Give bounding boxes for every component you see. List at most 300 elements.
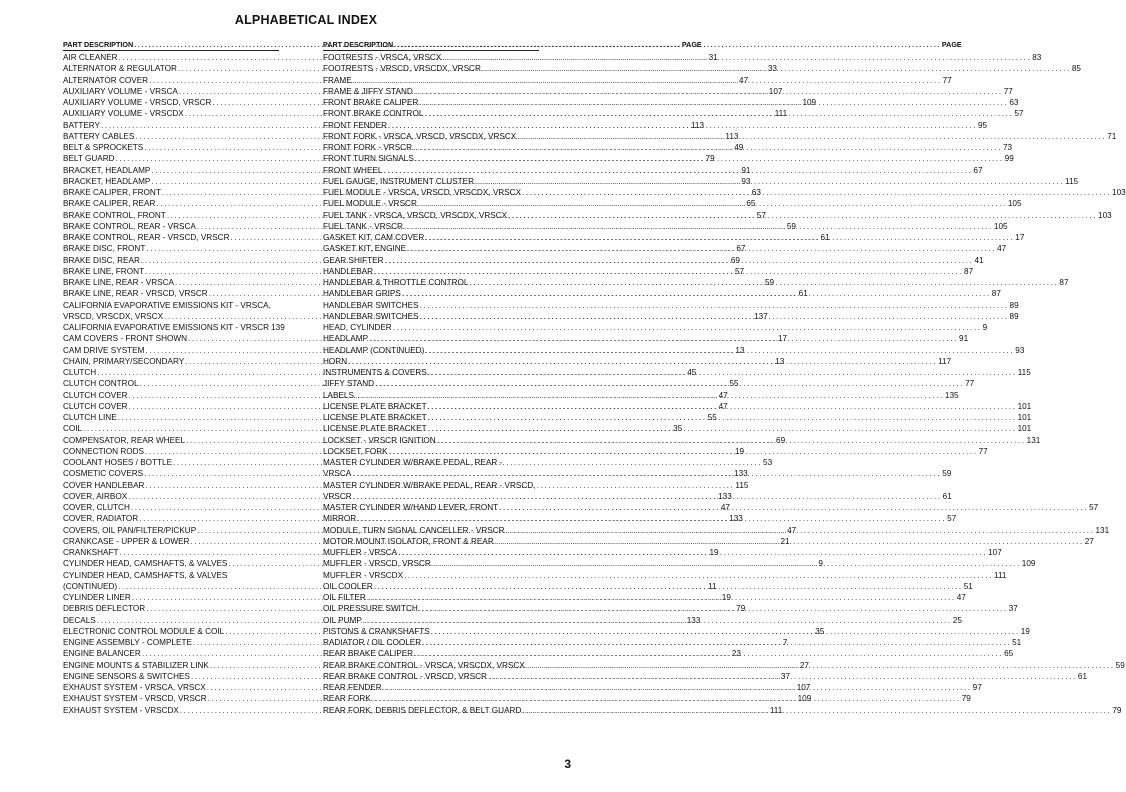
- entry-description: BATTERY CABLES: [63, 131, 135, 141]
- entry-page: 113: [725, 131, 739, 141]
- leader-dots: [419, 97, 1008, 108]
- entry-page: 69: [730, 255, 740, 265]
- entry-description: HEADLAMP: [323, 334, 369, 344]
- entry-description: RADIATOR / OIL COOLER: [323, 638, 422, 647]
- entry-description: LICENSE PLATE BRACKET: [323, 401, 427, 411]
- entry-description: FRONT BRAKE CONTROL: [323, 109, 424, 119]
- entry-page: 95: [977, 120, 988, 130]
- leader-dots: [422, 637, 1011, 648]
- entry-description: OIL FILTER: [323, 593, 366, 602]
- leader-dots: [469, 277, 1058, 288]
- entry-page: 57: [1014, 109, 1024, 119]
- leader-dots: [428, 367, 1017, 378]
- entry-page: 49: [734, 143, 744, 152]
- entry-description: CYLINDER LINER: [63, 593, 131, 602]
- index-entry: [323, 558, 1036, 569]
- entry-description-line1: CALIFORNIA EVAPORATIVE EMISSIONS KIT - VRSCA,: [63, 300, 271, 310]
- entry-description: BRAKE LINE, REAR - VRSCD, VRSCR: [63, 289, 208, 299]
- entry-page: 19: [709, 548, 719, 557]
- entry-description: ENGINE BALANCER: [63, 649, 141, 659]
- entry-page: 131: [1095, 525, 1110, 535]
- leader-dots: [372, 693, 961, 704]
- entry-description: COVER, AIRBOX: [63, 491, 128, 501]
- entry-description: REAR FORK, DEBRIS DEFLECTOR, & BELT GUARD: [323, 705, 522, 715]
- entry-page: 107: [796, 683, 811, 692]
- entry-description: MODULE, TURN SIGNAL CANCELLER - VRSCR: [323, 525, 505, 535]
- entry-page: 69: [776, 435, 786, 445]
- entry-page: 9: [982, 323, 988, 332]
- entry-description: HANDLEBAR GRIPS: [323, 289, 401, 299]
- entry-description: ENGINE ASSEMBLY - COMPLETE: [63, 638, 192, 647]
- entry-page: 83: [1032, 53, 1042, 62]
- entry-description: REAR BRAKE CONTROL - VRSCA, VRSCDX, VRSCX: [323, 660, 525, 670]
- entry-page: 47: [718, 401, 728, 411]
- entry-description: CAM COVERS - FRONT SHOWN: [63, 334, 188, 344]
- entry-description: CLUTCH: [63, 368, 97, 377]
- entry-description: FRAME: [323, 75, 352, 85]
- entry-description: CYLINDER HEAD, CAMSHAFTS, & VALVES: [63, 559, 228, 569]
- entry-page: 45: [687, 368, 697, 377]
- entry-description: CALIFORNIA EVAPORATIVE EMISSIONS KIT - VRSCR: [63, 323, 270, 332]
- entry-description: EXHAUST SYSTEM - VRSCDX: [63, 705, 179, 715]
- entry-page: 79: [736, 604, 746, 614]
- leader-dots: [357, 513, 946, 524]
- entry-page: 101: [1017, 424, 1032, 434]
- entry-description: CHAIN, PRIMARY/SECONDARY: [63, 356, 185, 366]
- entry-page: 57: [947, 514, 957, 524]
- entry-description: OIL PRESSURE SWITCH: [323, 604, 418, 614]
- entry-description: CLUTCH COVER: [63, 401, 128, 411]
- entry-description: ELECTRONIC CONTROL MODULE & COIL: [63, 626, 225, 636]
- entry-description: COIL: [63, 424, 83, 434]
- entry-description: INSTRUMENTS & COVERS: [323, 368, 427, 377]
- entry-page: 139: [271, 323, 285, 332]
- entry-page: 41: [974, 255, 984, 265]
- part-description-header: PART DESCRIPTION: [323, 40, 394, 49]
- entry-page: 61: [942, 491, 952, 501]
- entry-description: JIFFY STAND: [323, 379, 375, 389]
- entry-page: 67: [973, 165, 983, 175]
- entry-page: 65: [1004, 649, 1014, 659]
- entry-description: DECALS: [63, 615, 96, 625]
- entry-page: 99: [1004, 154, 1014, 164]
- entry-page: 97: [972, 683, 982, 692]
- leader-dots: [517, 131, 1106, 142]
- entry-description: FRONT FORK - VRSCR: [323, 143, 413, 152]
- column-header: [63, 40, 702, 51]
- entry-page: 77: [1003, 86, 1013, 96]
- entry-page: 55: [707, 413, 717, 422]
- entry-description: BRAKE DISC, REAR: [63, 255, 140, 265]
- entry-description: FRONT FORK - VRSCA, VRSCD, VRSCDX, VRSCX: [323, 131, 517, 141]
- entry-page: 53: [763, 458, 773, 467]
- entry-description: BRAKE CONTROL, FRONT: [63, 210, 166, 220]
- entry-description-line2: (CONTINUED): [63, 581, 118, 591]
- entry-description: LICENSE PLATE BRACKET: [323, 424, 427, 434]
- entry-page: 23: [731, 649, 741, 659]
- leader-dots: [394, 40, 941, 50]
- entry-page: 107: [768, 86, 783, 96]
- leader-dots: [495, 536, 1084, 547]
- entry-page: 91: [741, 165, 751, 175]
- entry-description: COOLANT HOSES / BOTTLE: [63, 458, 173, 467]
- entry-description: COVER, CLUTCH: [63, 503, 130, 512]
- entry-description: FOOTRESTS - VRSCA, VRSCX: [323, 53, 442, 62]
- leader-dots: [420, 300, 1009, 311]
- entry-description: LOCKSET, FORK: [323, 446, 388, 456]
- entry-page: 47: [720, 503, 730, 512]
- leader-dots: [482, 63, 1071, 74]
- entry-page: 77: [965, 379, 975, 389]
- entry-page: 93: [741, 176, 751, 186]
- entry-description: REAR BRAKE CONTROL - VRSCD, VRSCR: [323, 671, 487, 681]
- leader-dots: [348, 356, 937, 367]
- entry-page: 107: [988, 548, 1002, 557]
- entry-page: 109: [802, 98, 817, 107]
- leader-dots: [499, 502, 1088, 513]
- entry-page: 115: [735, 480, 749, 490]
- entry-description: BELT GUARD: [63, 154, 115, 164]
- leader-dots: [437, 435, 1026, 446]
- entry-description: GEAR SHIFTER: [323, 255, 384, 265]
- entry-description: BRACKET, HEADLAMP: [63, 165, 151, 175]
- entry-page: 21: [780, 536, 790, 546]
- entry-description: HANDLEBAR SWITCHES: [323, 300, 419, 310]
- entry-page: 59: [786, 221, 796, 231]
- entry-page: 137: [754, 311, 768, 321]
- leader-dots: [374, 266, 963, 277]
- entry-page: 91: [959, 334, 969, 344]
- entry-page: 115: [1017, 368, 1031, 377]
- entry-description: BRAKE CALIPER, FRONT: [63, 188, 161, 197]
- entry-page: 47: [718, 390, 728, 400]
- entry-page: 35: [673, 424, 683, 434]
- entry-description: FOOTRESTS - VRSCD, VRSCDX, VRSCR: [323, 64, 481, 74]
- entry-page: 79: [961, 694, 971, 704]
- leader-dots: [428, 401, 1017, 412]
- entry-page: 67: [736, 244, 746, 254]
- entry-description: AUXILIARY VOLUME - VRSCDX: [63, 109, 184, 119]
- entry-description: AIR CLEANER: [63, 53, 118, 62]
- entry-page: 111: [994, 570, 1007, 580]
- entry-description: FRONT BRAKE CALIPER: [323, 98, 419, 107]
- leader-dots: [414, 86, 1003, 97]
- entry-page: 33: [767, 64, 777, 74]
- entry-description: PISTONS & CRANKSHAFTS: [323, 626, 430, 636]
- entry-page: 105: [1007, 199, 1022, 209]
- leader-dots: [425, 232, 1014, 243]
- leader-dots: [413, 142, 1002, 153]
- entry-page: 11: [708, 581, 717, 591]
- entry-description: HEAD, CYLINDER: [323, 323, 392, 332]
- entry-page: 109: [1021, 559, 1036, 569]
- entry-page: 63: [751, 188, 761, 197]
- entry-description: BATTERY: [63, 120, 101, 130]
- entry-description: ENGINE MOUNTS & STABILIZER LINK: [63, 660, 209, 670]
- index-entry: [323, 570, 1007, 581]
- leader-dots: [353, 491, 942, 502]
- entry-description-line2: VRSCR: [323, 491, 352, 501]
- leader-dots: [526, 660, 1115, 671]
- entry-description: HANDLEBAR & THROTTLE CONTROL: [323, 278, 469, 287]
- entry-page: 131: [1026, 435, 1041, 445]
- entry-description: FRONT TURN SIGNALS: [323, 154, 414, 164]
- entry-description: ENGINE SENSORS & SWITCHES: [63, 671, 190, 681]
- entry-page: 103: [1112, 188, 1126, 197]
- leader-dots: [414, 648, 1003, 659]
- entry-page: 103: [1098, 210, 1112, 220]
- entry-description: HEADLAMP (CONTINUED): [323, 345, 425, 355]
- index-entry: [323, 637, 1022, 648]
- entry-page: 25: [952, 615, 962, 625]
- entry-description: LICENSE PLATE BRACKET: [323, 413, 427, 422]
- index-entry: [63, 322, 285, 333]
- leader-dots: [425, 345, 1014, 356]
- entry-page: 13: [775, 356, 785, 366]
- entry-description: CRANKSHAFT: [63, 548, 119, 557]
- leader-dots: [475, 176, 1064, 187]
- entry-description: FUEL GAUGE, INSTRUMENT CLUSTER: [323, 176, 475, 186]
- entry-page: 59: [942, 469, 952, 479]
- entry-description-line2: VRSCA: [323, 469, 352, 479]
- entry-page: 87: [1059, 278, 1069, 287]
- page-header: PAGE: [941, 40, 962, 49]
- entry-description: LOCKSET - VRSCR IGNITION: [323, 435, 436, 445]
- entry-page: 19: [721, 593, 731, 602]
- entry-page: 133: [734, 469, 748, 479]
- entry-page: 51: [963, 581, 973, 591]
- leader-dots: [383, 682, 972, 693]
- entry-page: 89: [1009, 311, 1019, 321]
- entry-page: 61: [798, 289, 808, 299]
- entry-description: MUFFLER - VRSCDX: [323, 570, 404, 580]
- entry-page: 79: [1112, 705, 1122, 715]
- entry-page: 87: [964, 266, 974, 276]
- entry-page: 101: [1017, 413, 1032, 422]
- entry-page: 37: [1008, 604, 1018, 614]
- entry-description: HANDLEBAR SWITCHES: [323, 311, 419, 321]
- entry-description: FRONT WHEEL: [323, 165, 383, 175]
- leader-dots: [522, 187, 1111, 198]
- entry-description: ALTERNATOR COVER: [63, 75, 149, 85]
- entry-description: AUXILIARY VOLUME - VRSCD, VRSCR: [63, 98, 212, 107]
- entry-description: BELT & SPROCKETS: [63, 143, 144, 152]
- leader-dots: [424, 108, 1013, 119]
- entry-page: 35: [815, 626, 825, 636]
- entry-page: 27: [1084, 536, 1094, 546]
- leader-dots: [522, 705, 1111, 716]
- leader-dots: [431, 626, 1020, 637]
- entry-description: FRAME & JIFFY STAND: [323, 86, 413, 96]
- entry-description-line1: MASTER CYLINDER W/BRAKE PEDAL, REAR -: [323, 458, 503, 467]
- entry-page: 47: [787, 525, 797, 535]
- leader-dots: [369, 333, 958, 344]
- entry-page: 59: [1115, 660, 1125, 670]
- entry-description: MUFFLER - VRSCA: [323, 548, 398, 557]
- entry-description: MUFFLER - VRSCD, VRSCR: [323, 559, 431, 569]
- entry-description: GASKET KIT, ENGINE: [323, 244, 407, 254]
- entry-page: 31: [708, 53, 718, 62]
- entry-description: HANDLEBAR: [323, 266, 374, 276]
- leader-dots: [367, 592, 956, 603]
- entry-description: BRAKE CONTROL, REAR - VRSCA: [63, 221, 196, 231]
- entry-description: REAR FENDER: [323, 683, 382, 692]
- entry-page: 79: [705, 154, 715, 164]
- leader-dots: [375, 378, 964, 389]
- entry-description: BRAKE CALIPER, REAR: [63, 199, 156, 209]
- entry-page: 133: [686, 615, 701, 625]
- entry-description: MASTER CYLINDER W/HAND LEVER, FRONT: [323, 503, 499, 512]
- leader-dots: [363, 615, 952, 626]
- entry-description: REAR BRAKE CALIPER: [323, 649, 414, 659]
- entry-description: OIL COOLER: [323, 581, 373, 591]
- entry-page: 93: [1015, 345, 1025, 355]
- entry-page: 19: [1020, 626, 1030, 636]
- entry-description: BRAKE DISC, FRONT: [63, 244, 146, 254]
- entry-page: 51: [1012, 638, 1022, 647]
- entry-description: BRAKE LINE, FRONT: [63, 266, 144, 276]
- leader-dots: [353, 75, 942, 86]
- entry-description-line2: VRSCD, VRSCDX, VRSCX: [63, 311, 164, 321]
- entry-page: 13: [735, 345, 745, 355]
- entry-page: 133: [729, 514, 743, 524]
- entry-page: 19: [734, 446, 745, 456]
- leader-dots: [404, 221, 993, 232]
- entry-description-line1: MASTER CYLINDER W/BRAKE PEDAL, REAR - VRSCD,: [323, 480, 536, 490]
- entry-description: COVER, RADIATOR: [63, 514, 139, 524]
- entry-page: 47: [956, 593, 966, 602]
- entry-description: MOTOR MOUNT ISOLATOR, FRONT & REAR: [323, 536, 494, 546]
- entry-page: 57: [756, 210, 766, 220]
- entry-description: CLUTCH LINE: [63, 413, 117, 422]
- entry-page: 47: [997, 244, 1007, 254]
- entry-description: DEBRIS DEFLECTOR: [63, 604, 146, 614]
- entry-description: CONNECTION RODS: [63, 446, 144, 456]
- entry-description: AUXILIARY VOLUME - VRSCA: [63, 86, 178, 96]
- entry-page: 57: [734, 266, 745, 276]
- leader-dots: [352, 468, 941, 479]
- entry-description: MIRROR: [323, 514, 357, 524]
- entry-page: 61: [1077, 671, 1088, 681]
- entry-page: 61: [820, 233, 830, 242]
- entry-description: FUEL MODULE - VRSCR: [323, 199, 417, 209]
- entry-page: 89: [1009, 300, 1019, 310]
- leader-dots: [388, 120, 977, 131]
- page-header: PAGE: [681, 40, 702, 49]
- entry-description: COMPENSATOR, REAR WHEEL: [63, 435, 186, 445]
- leader-dots: [389, 446, 978, 457]
- entry-description: BRAKE LINE, REAR - VRSCA: [63, 278, 175, 287]
- entry-description: LABELS: [323, 390, 354, 400]
- entry-page: 55: [729, 379, 739, 389]
- entry-page: 113: [690, 120, 705, 130]
- leader-dots: [428, 423, 1017, 434]
- entry-page: 115: [1065, 176, 1079, 186]
- leader-dots: [374, 581, 963, 592]
- leader-dots: [398, 547, 987, 558]
- leader-dots: [508, 210, 1097, 221]
- entry-page: 27: [799, 660, 809, 670]
- entry-description: FUEL TANK - VRSCA, VRSCD, VRSCDX, VRSCX: [323, 210, 508, 220]
- index-entry: [323, 300, 1019, 311]
- entry-page: 85: [1071, 64, 1081, 74]
- entry-description: BRAKE CONTROL, REAR - VRSCD, VRSCR: [63, 233, 230, 242]
- entry-page: 71: [1107, 131, 1117, 141]
- entry-page: 65: [746, 199, 756, 209]
- entry-description: FUEL MODULE - VRSCA, VRSCD, VRSCDX, VRSCX: [323, 188, 522, 197]
- leader-dots: [402, 288, 991, 299]
- entry-description: ALTERNATOR & REGULATOR: [63, 64, 177, 74]
- entry-description: CAM DRIVE SYSTEM: [63, 345, 145, 355]
- leader-dots: [407, 243, 996, 254]
- entry-page: 133: [718, 491, 732, 501]
- entry-description: GASKET KIT, CAM COVER: [323, 233, 425, 242]
- entry-description: EXHAUST SYSTEM - VRSCA, VRSCX: [63, 683, 206, 692]
- entry-page: 77: [978, 446, 988, 456]
- entry-page: 9: [818, 559, 823, 569]
- entry-page: 59: [764, 278, 775, 287]
- entry-description-line1: CYLINDER HEAD, CAMSHAFTS, & VALVES: [63, 570, 228, 580]
- leader-dots: [404, 570, 993, 581]
- entry-page: 63: [1009, 98, 1019, 107]
- leader-dots: [420, 311, 1009, 322]
- entry-description: FRONT FENDER: [323, 120, 387, 130]
- entry-page: 77: [942, 75, 952, 85]
- leader-dots: [355, 390, 944, 401]
- entry-page: 17: [1015, 233, 1025, 242]
- column-header: [323, 40, 962, 51]
- entry-page: 47: [739, 75, 749, 85]
- entry-page: 135: [944, 390, 959, 400]
- entry-page: 17: [778, 334, 788, 344]
- entry-description: BRACKET, HEADLAMP: [63, 176, 151, 186]
- entry-description: REAR FORK: [323, 694, 371, 704]
- entry-description: COVER HANDLEBAR: [63, 480, 145, 490]
- entry-page: 57: [1089, 503, 1099, 512]
- entry-page: 111: [769, 705, 783, 715]
- entry-page: 117: [938, 356, 952, 366]
- entry-page: 105: [993, 221, 1008, 231]
- entry-description: COVERS, OIL PAN/FILTER/PICKUP: [63, 525, 197, 535]
- entry-page: 7: [782, 638, 788, 647]
- entry-page: 73: [1002, 143, 1013, 152]
- entry-description: CRANKCASE - UPPER & LOWER: [63, 536, 190, 546]
- leader-dots: [432, 558, 1021, 569]
- entry-description: HORN: [323, 356, 348, 366]
- index-entry: [323, 322, 988, 333]
- entry-page: 87: [991, 289, 1001, 299]
- leader-dots: [506, 525, 1095, 536]
- page-number: 3: [564, 757, 571, 771]
- leader-dots: [419, 603, 1008, 614]
- entry-description: COSMETIC COVERS: [63, 469, 144, 479]
- entry-description: OIL PUMP: [323, 615, 362, 625]
- leader-dots: [385, 255, 974, 266]
- leader-dots: [393, 322, 982, 333]
- page-title: ALPHABETICAL INDEX: [234, 13, 378, 27]
- entry-description: CLUTCH COVER: [63, 390, 128, 400]
- entry-page: 37: [780, 671, 791, 681]
- leader-dots: [415, 153, 1004, 164]
- leader-dots: [383, 165, 972, 176]
- entry-page: 101: [1017, 401, 1032, 411]
- entry-description: EXHAUST SYSTEM - VRSCD, VRSCR: [63, 694, 207, 704]
- entry-page: 111: [774, 109, 788, 119]
- leader-dots: [442, 52, 1031, 63]
- part-description-header: PART DESCRIPTION: [63, 40, 134, 49]
- leader-dots: [418, 198, 1007, 209]
- leader-dots: [488, 671, 1077, 682]
